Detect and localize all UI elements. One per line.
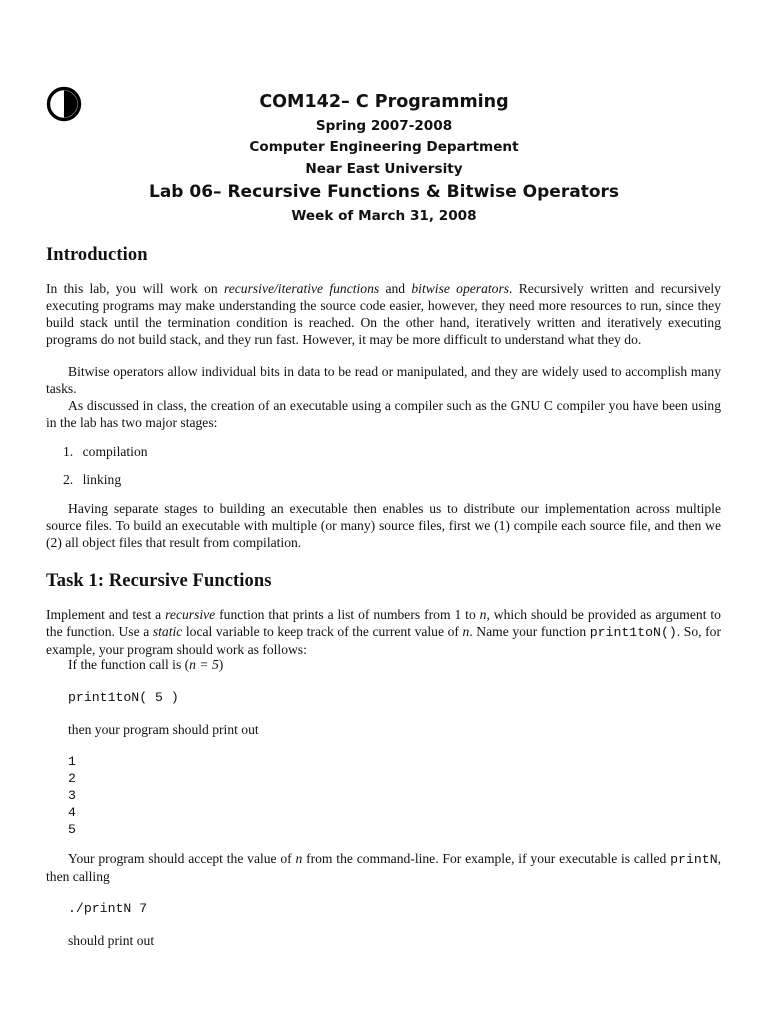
- task1-paragraph-3: then your program should print out: [68, 722, 259, 737]
- code-example-command: ./printN 7: [68, 901, 148, 916]
- output-line: 4: [68, 805, 76, 820]
- term: Spring 2007-2008: [315, 118, 453, 134]
- task1-paragraph-5: should print out: [68, 933, 155, 948]
- task1-paragraph-2: If the function call is (n = 5): [68, 657, 224, 672]
- task1-paragraph-1: Implement and test a recursive function that prints a list of numbers from 1 to n, which should be provided as argument to the function. Use a static local variable to keep track of the current value of n. Name your function print1toN(). So, for example, your program should work as follows:: [46, 607, 721, 657]
- list-label: compilation: [82, 444, 148, 459]
- intro-paragraph-3: As discussed in class, the creation of an executable using a compiler such as the GNU C compiler you have been using in the lab has two major stages:: [46, 398, 721, 430]
- course-title: COM142– C Programming: [259, 92, 509, 112]
- intro-paragraph-4: Having separate stages to building an executable then enables us to distribute our implementation across multiple source files. To build an executable with multiple (or many) source files, first we (1) compile each source file, and then we (2) all object files that result from compilation.: [46, 501, 721, 550]
- introduction-heading: Introduction: [46, 245, 148, 265]
- list-item: [63, 443, 148, 460]
- list-item: [63, 471, 121, 488]
- code-example-call: print1toN( 5 ): [68, 690, 179, 705]
- intro-paragraph-2: Bitwise operators allow individual bits in data to be read or manipulated, and they are widely used to accomplish many tasks.: [46, 364, 721, 396]
- output-line: 1: [68, 754, 76, 769]
- code-output: [68, 753, 76, 838]
- intro-paragraph-1: In this lab, you will work on recursive/iterative functions and bitwise operators. Recursively written and recursively executing programs may make understanding the source code easier, however, they need more resources to run, since they build stack until the termination condition is reached. On the other hand, iteratively written and iteratively executing programs do not build stack, and they run fast. However, it may be more difficult to understand what they do.: [46, 281, 721, 347]
- output-line: 5: [68, 822, 76, 837]
- output-line: 3: [68, 788, 76, 803]
- task1-heading: Task 1: Recursive Functions: [46, 571, 272, 591]
- list-number: 2.: [63, 472, 74, 487]
- lab-title: Lab 06– Recursive Functions & Bitwise Operators: [148, 182, 619, 202]
- output-line: 2: [68, 771, 76, 786]
- list-number: 1.: [63, 444, 74, 459]
- department: Computer Engineering Department: [249, 139, 519, 155]
- week: Week of March 31, 2008: [291, 208, 477, 224]
- task1-paragraph-4: Your program should accept the value of n from the command-line. For example, if your executable is called printN, then calling: [46, 851, 722, 884]
- university: Near East University: [305, 161, 463, 177]
- list-label: linking: [82, 472, 122, 487]
